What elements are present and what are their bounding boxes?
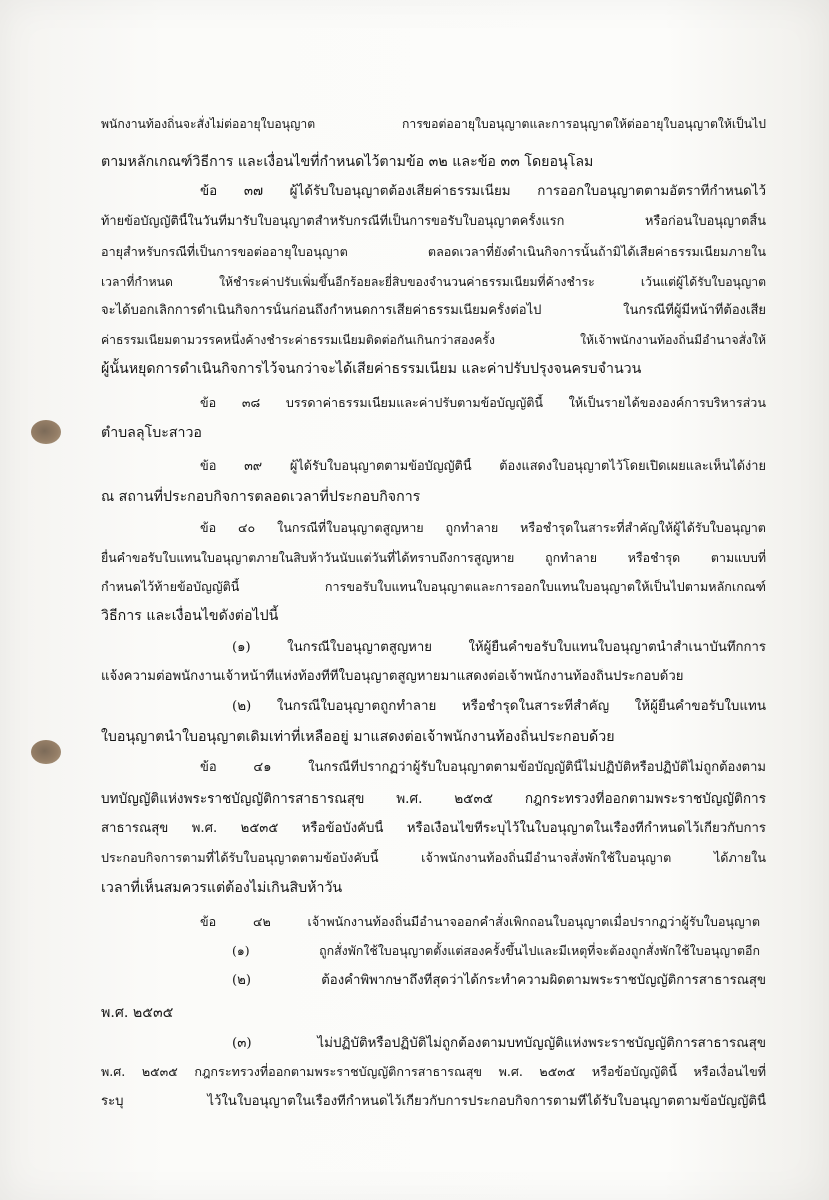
text-line: ประกอบกิจการตามที่ได้รับใบอนุญาตตามข้อบังคับนี้ เจ้าพนักงานท้องถิ่นมีอำนาจสั่งพักใช้ใบอนุญาต ได้ภายใน <box>101 850 766 865</box>
text-line: ผู้นั้นหยุดการดำเนินกิจการไว้จนกว่าจะได้เสียค่าธรรมเนียม และค่าปรับปรุงจนครบจำนวน <box>101 361 642 377</box>
text-line: วิธีการ และเงื่อนไขดังต่อไปนี้ <box>101 608 279 624</box>
text-line: แจ้งความต่อพนักงานเจ้าหน้าที่แห่งท้องที่ที่ใบอนุญาตสูญหายมาแสดงต่อเจ้าพนักงานท้องถิ่นประกอบด้วย <box>101 669 684 684</box>
text-line: ระบุ ไว้ในใบอนุญาตในเรื่องที่กำหนดไว้เกี่ยวกับการประกอบกิจการตามที่ได้รับใบอนุญาตตามข้อบัญญัตินี้ <box>101 1094 766 1109</box>
text-line: (๑) ในกรณีใบอนุญาตสูญหาย ให้ผู้ยื่นคำขอรับใบแทนใบอนุญาตนำสำเนาบันทึกการ <box>232 640 766 655</box>
punch-hole <box>31 420 61 444</box>
text-line: ท้ายข้อบัญญัตินี้ในวันที่มารับใบอนุญาตสำหรับกรณีที่เป็นการขอรับใบอนุญาตครั้งแรก หรือก่อนใบอนุญาตสิ้น <box>101 214 766 229</box>
text-line: ข้อ ๓๘ บรรดาค่าธรรมเนียมและค่าปรับตามข้อบัญญัตินี้ ให้เป็นรายได้ขององค์การบริหารส่วน <box>200 395 766 410</box>
text-line: ข้อ ๓๙ ผู้ได้รับใบอนุญาตตามข้อบัญญัตินี้ ต้องแสดงใบอนุญาตไว้โดยเปิดเผยและเห็นได้ง่าย <box>200 459 766 474</box>
text-line: ข้อ ๓๗ ผู้ได้รับใบอนุญาตต้องเสียค่าธรรมเนียม การออกใบอนุญาตตามอัตราที่กำหนดไว้ <box>200 184 766 199</box>
text-line: เวลาที่เห็นสมควรแต่ต้องไม่เกินสิบห้าวัน <box>101 880 343 896</box>
text-line: ค่าธรรมเนียมตามวรรคหนึ่งค้างชำระค่าธรรมเนียมติดต่อกันเกินกว่าสองครั้ง ให้เจ้าพนักงานท้องถิ่นมีอำนาจสั่งให้ <box>101 333 766 347</box>
text-line: ข้อ ๔๐ ในกรณีที่ใบอนุญาตสูญหาย ถูกทำลาย หรือชำรุดในสาระที่สำคัญให้ผู้ได้รับใบอนุญาต <box>200 520 766 535</box>
text-line: พนักงานท้องถิ่นจะสั่งไม่ต่ออายุใบอนุญาต การขอต่ออายุใบอนุญาตและการอนุญาตให้ต่ออายุใบอนุญาตให้เป็นไป <box>101 117 766 131</box>
text-line: (๓) ไม่ปฏิบัติหรือปฏิบัติไม่ถูกต้องตามบทบัญญัติแห่งพระราชบัญญัติการสาธารณสุข <box>232 1036 766 1051</box>
text-line: สาธารณสุข พ.ศ. ๒๕๓๕ หรือข้อบังคับนี้ หรือเงื่อนไขที่ระบุไว้ในใบอนุญาตในเรื่องที่กำหนดไว้เกี่ยวกับการ <box>101 821 766 836</box>
text-line: เวลาที่กำหนด ให้ชำระค่าปรับเพิ่มขึ้นอีกร้อยละยี่สิบของจำนวนค่าธรรมเนียมที่ค้างชำระ เว้นแต่ผู้ได้รับใบอนุญาต <box>101 275 766 289</box>
text-line: บทบัญญัติแห่งพระราชบัญญัติการสาธารณสุข พ.ศ. ๒๕๓๕ กฎกระทรวงที่ออกตามพระราชบัญญัติการ <box>101 791 766 807</box>
text-line: ตำบลลุโบะสาวอ <box>101 425 202 441</box>
text-line: ณ สถานที่ประกอบกิจการตลอดเวลาที่ประกอบกิจการ <box>101 489 421 505</box>
text-line: ตามหลักเกณฑ์วิธีการ และเงื่อนไขที่กำหนดไว้ตามข้อ ๓๒ และข้อ ๓๓ โดยอนุโลม <box>101 154 594 170</box>
text-line: ยื่นคำขอรับใบแทนใบอนุญาตภายในสิบห้าวันนับแต่วันที่ได้ทราบถึงการสูญหาย ถูกทำลาย หรือชำรุด ตามแบบที่ <box>101 550 766 565</box>
text-line: อายุสำหรับกรณีที่เป็นการขอต่ออายุใบอนุญาต ตลอดเวลาที่ยังดำเนินกิจการนั้นถ้ามิได้เสียค่าธรรมเนียมภายใน <box>101 244 766 259</box>
text-line: (๒) ในกรณีใบอนุญาตถูกทำลาย หรือชำรุดในสาระที่สำคัญ ให้ผู้ยื่นคำขอรับใบแทน <box>232 699 766 714</box>
text-line: ข้อ ๔๒ เจ้าพนักงานท้องถิ่นมีอำนาจออกคำสั่งเพิกถอนใบอนุญาตเมื่อปรากฏว่าผู้รับใบอนุญาต <box>200 914 760 929</box>
punch-hole <box>31 740 61 764</box>
text-line: ข้อ ๔๑ ในกรณีที่ปรากฏว่าผู้รับใบอนุญาตตามข้อบัญญัตินี้ไม่ปฏิบัติหรือปฏิบัติไม่ถูกต้องตาม <box>200 760 766 775</box>
text-line: จะได้บอกเลิกการดำเนินกิจการนั้นก่อนถึงกำหนดการเสียค่าธรรมเนียมครั้งต่อไป ในกรณีที่ผู้มีหน้าที่ต้องเสีย <box>101 303 766 318</box>
text-line: กำหนดไว้ท้ายข้อบัญญัตินี้ การขอรับใบแทนใบอนุญาตและการออกใบแทนใบอนุญาตให้เป็นไปตามหลักเกณฑ์ <box>101 579 766 594</box>
text-line: พ.ศ. ๒๕๓๕ กฎกระทรวงที่ออกตามพระราชบัญญัติการสาธารณสุข พ.ศ. ๒๕๓๕ หรือข้อบัญญัตินี้ หรือเงื่อนไขที่ <box>101 1064 766 1079</box>
text-line: พ.ศ. ๒๕๓๕ <box>101 1005 174 1021</box>
text-line: (๑) ถูกสั่งพักใช้ใบอนุญาตตั้งแต่สองครั้งขึ้นไปและมีเหตุที่จะต้องถูกสั่งพักใช้ใบอนุญาตอีก <box>232 943 760 958</box>
text-line: ใบอนุญาตนำใบอนุญาตเดิมเท่าที่เหลืออยู่ มาแสดงต่อเจ้าพนักงานท้องถิ่นประกอบด้วย <box>101 729 615 745</box>
text-line: (๒) ต้องคำพิพากษาถึงที่สุดว่าได้กระทำความผิดตามพระราชบัญญัติการสาธารณสุข <box>232 973 766 988</box>
